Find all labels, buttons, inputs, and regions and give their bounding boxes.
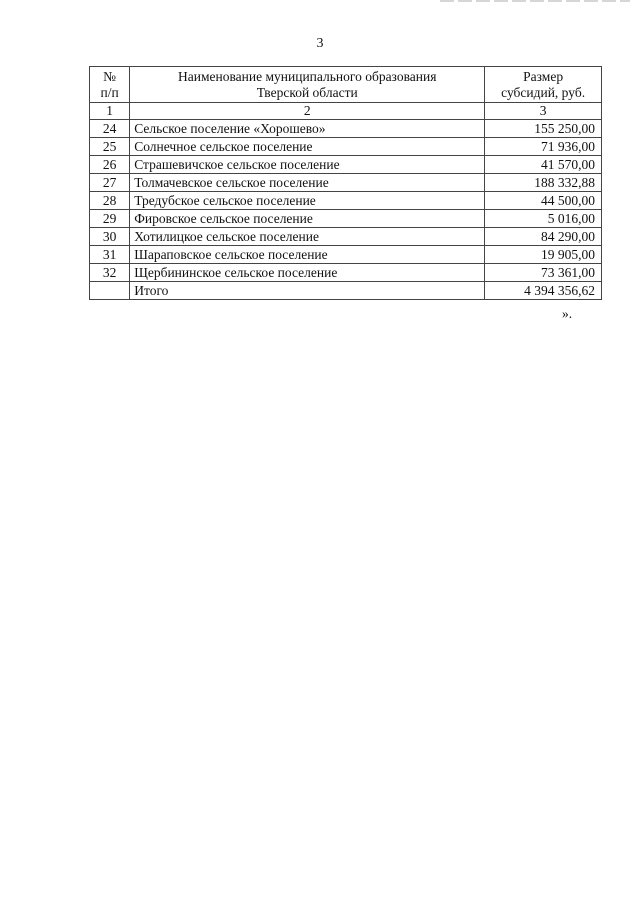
table-row xyxy=(90,264,602,282)
row-number: 30 xyxy=(90,228,130,246)
row-number: 26 xyxy=(90,156,130,174)
table-row xyxy=(90,228,602,246)
table-row xyxy=(90,156,602,174)
row-number: 28 xyxy=(90,192,130,210)
total-amount: 4 394 356,62 xyxy=(485,282,602,300)
row-number: 27 xyxy=(90,174,130,192)
row-number: 29 xyxy=(90,210,130,228)
scan-artifact xyxy=(440,0,630,2)
settlement-name: Сельское поселение «Хорошево» xyxy=(130,120,485,138)
row-number: 31 xyxy=(90,246,130,264)
settlement-name: Шараповское сельское поселение xyxy=(130,246,485,264)
settlement-name: Тредубское сельское поселение xyxy=(130,192,485,210)
header-amount: Размер субсидий, руб. xyxy=(485,67,602,103)
total-label: Итого xyxy=(130,282,485,300)
column-index: 3 xyxy=(485,103,602,120)
table-row xyxy=(90,138,602,156)
table-row xyxy=(90,210,602,228)
row-number: 32 xyxy=(90,264,130,282)
subsidy-amount: 71 936,00 xyxy=(485,138,602,156)
header-name: Наименование муниципального образования Тверской области xyxy=(130,67,485,103)
header-num: № п/п xyxy=(90,67,130,103)
settlement-name: Солнечное сельское поселение xyxy=(130,138,485,156)
subsidy-amount: 73 361,00 xyxy=(485,264,602,282)
settlement-name: Фировское сельское поселение xyxy=(130,210,485,228)
column-index: 2 xyxy=(130,103,485,120)
subsidy-table xyxy=(89,66,602,300)
table-row xyxy=(90,192,602,210)
page-number: 3 xyxy=(316,36,324,51)
total-number xyxy=(90,282,130,300)
subsidy-amount: 84 290,00 xyxy=(485,228,602,246)
table-row xyxy=(90,174,602,192)
subsidy-amount: 155 250,00 xyxy=(485,120,602,138)
subsidy-amount: 19 905,00 xyxy=(485,246,602,264)
total-row xyxy=(90,282,602,300)
settlement-name: Страшевичское сельское поселение xyxy=(130,156,485,174)
row-number: 25 xyxy=(90,138,130,156)
settlement-name: Хотилицкое сельское поселение xyxy=(130,228,485,246)
column-index: 1 xyxy=(90,103,130,120)
closing-mark: ». xyxy=(562,306,573,321)
table-header-row xyxy=(90,67,602,103)
subsidy-amount: 44 500,00 xyxy=(485,192,602,210)
subsidy-amount: 5 016,00 xyxy=(485,210,602,228)
column-index-row xyxy=(90,103,602,120)
settlement-name: Толмачевское сельское поселение xyxy=(130,174,485,192)
subsidy-amount: 41 570,00 xyxy=(485,156,602,174)
settlement-name: Щербининское сельское поселение xyxy=(130,264,485,282)
table-row xyxy=(90,120,602,138)
table-row xyxy=(90,246,602,264)
row-number: 24 xyxy=(90,120,130,138)
subsidy-amount: 188 332,88 xyxy=(485,174,602,192)
